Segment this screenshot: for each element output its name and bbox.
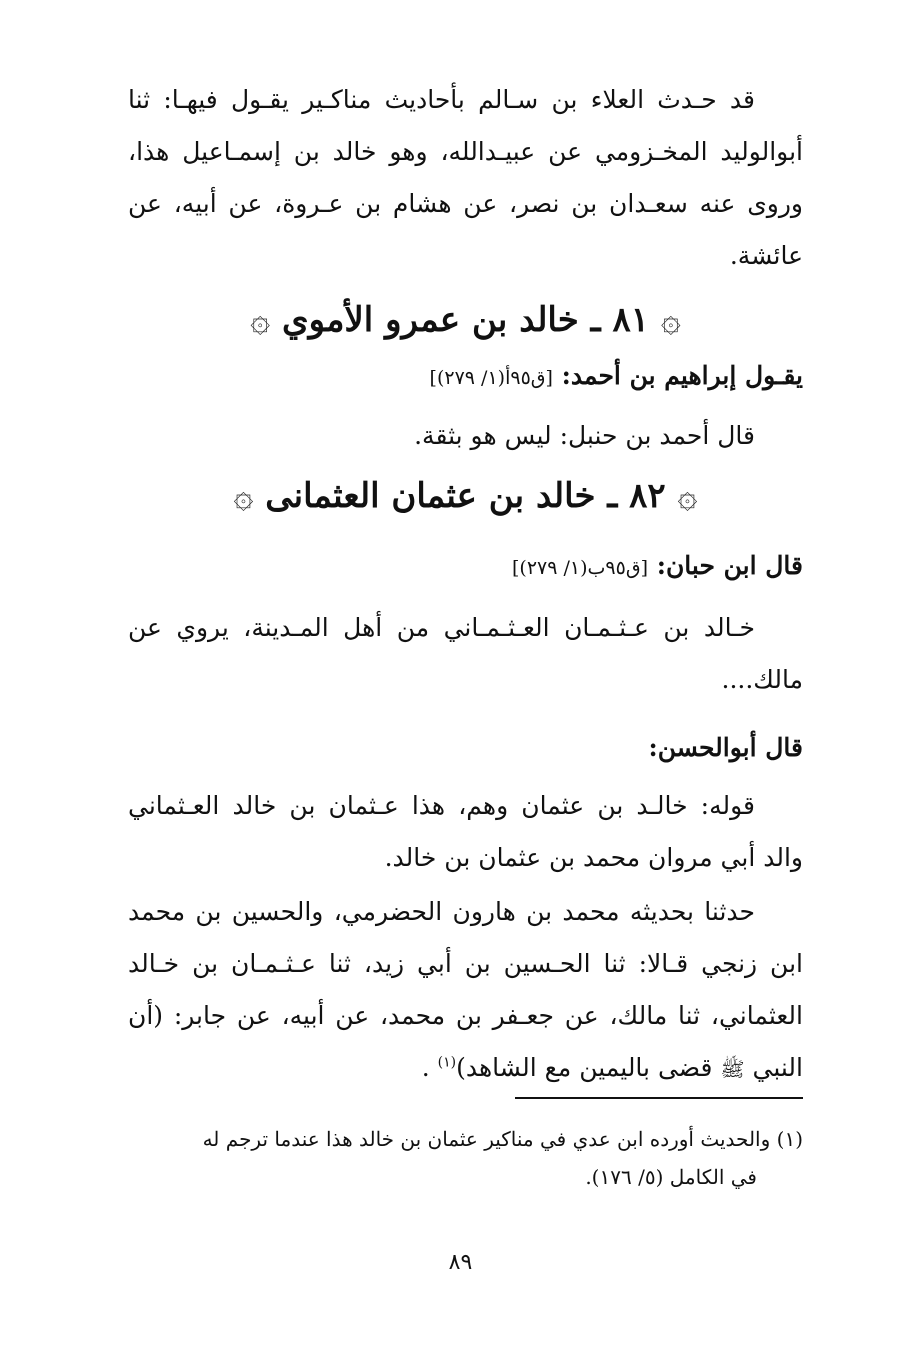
abulhasan-text: قوله: خالـد بن عثمان وهم، هذا عـثمان بن خالد العـثماني والد أبي مروان محمد بن عثمان بن خالد. [128,791,803,872]
hadith-paragraph [128,886,803,1095]
footnote [128,1120,803,1196]
footnote-marker: (١) [437,1054,457,1071]
footnote-text-line-2: في الكامل (٥/ ١٧٦). [585,1165,757,1189]
abulhasan-label [128,726,803,770]
entry-82-speaker-line [128,544,803,590]
entry-81-quote-text: قال أحمد بن حنبل: ليس هو بثقة. [414,421,755,450]
entry-81-speaker-line [128,354,803,400]
ornament-open-icon: ۞ [660,300,681,340]
ibn-hibban-paragraph [128,602,803,706]
entry-82-title: ٨٢ ـ خالد بن عثمان العثمانى [265,476,666,516]
footnote-line-2 [128,1158,803,1196]
ornament-open-icon: ۞ [677,476,698,516]
ornament-close-icon: ۞ [233,476,254,516]
abulhasan-label-text: قال أبوالحسن: [648,733,803,762]
ibn-hibban-text: خـالد بن عـثـمـان العـثـمـاني من أهل المـدينة، يروي عن مالك.... [128,613,803,694]
entry-81-heading [128,290,803,350]
footnote-line-1 [128,1120,803,1158]
ornament-close-icon: ۞ [250,300,271,340]
intro-paragraph [128,74,803,282]
footnote-separator [515,1097,803,1099]
footnote-number: (١) [776,1127,803,1151]
hadith-text: حدثنا بحديثه محمد بن هارون الحضرمي، والحسين بن محمد ابن زنجي قـالا: ثنا الحـسين بن أبي زيد، ثنا عـثـمـان بن خـالد العثماني، ثنا مالك، عن جعـفر بن محمد، عن أبيه، عن جابر: (أن النبي [128,897,803,1082]
entry-82-speaker: قال ابن حبان: [656,551,803,580]
hadith-text-end: قضى باليمين مع الشاهد) [456,1053,713,1082]
intro-paragraph-text: قد حـدث العلاء بن سـالم بأحاديث مناكـير يقـول فيهـا: ثنا أبوالوليد المخـزومي عن عبيـدالله، وهو خالد بن إسمـاعيل هذا، وروى عنه سعـدان بن نصر، عن هشام بن عـروة، عن أبيه، عن عائشة. [128,85,803,270]
hadith-end-dot: . [421,1053,430,1082]
entry-81-title: ٨١ ـ خالد بن عمرو الأموي [282,300,649,340]
entry-81-quote [128,410,803,462]
abulhasan-paragraph [128,780,803,884]
page-number: ٨٩ [448,1250,473,1275]
footnote-text-line-1: والحديث أورده ابن عدي في مناكير عثمان بن خالد هذا عندما ترجم له [202,1127,771,1151]
entry-82-manuscript-ref: [ق٩٥ب(١/ ٢٧٩)] [511,557,648,579]
entry-82-heading [128,466,803,526]
entry-81-manuscript-ref: [ق٩٥أ(١/ ٢٧٩)] [429,367,553,389]
salawat-glyph: ﷺ [720,1057,745,1081]
entry-81-speaker: يقـول إبراهيم بن أحمد: [561,361,803,390]
